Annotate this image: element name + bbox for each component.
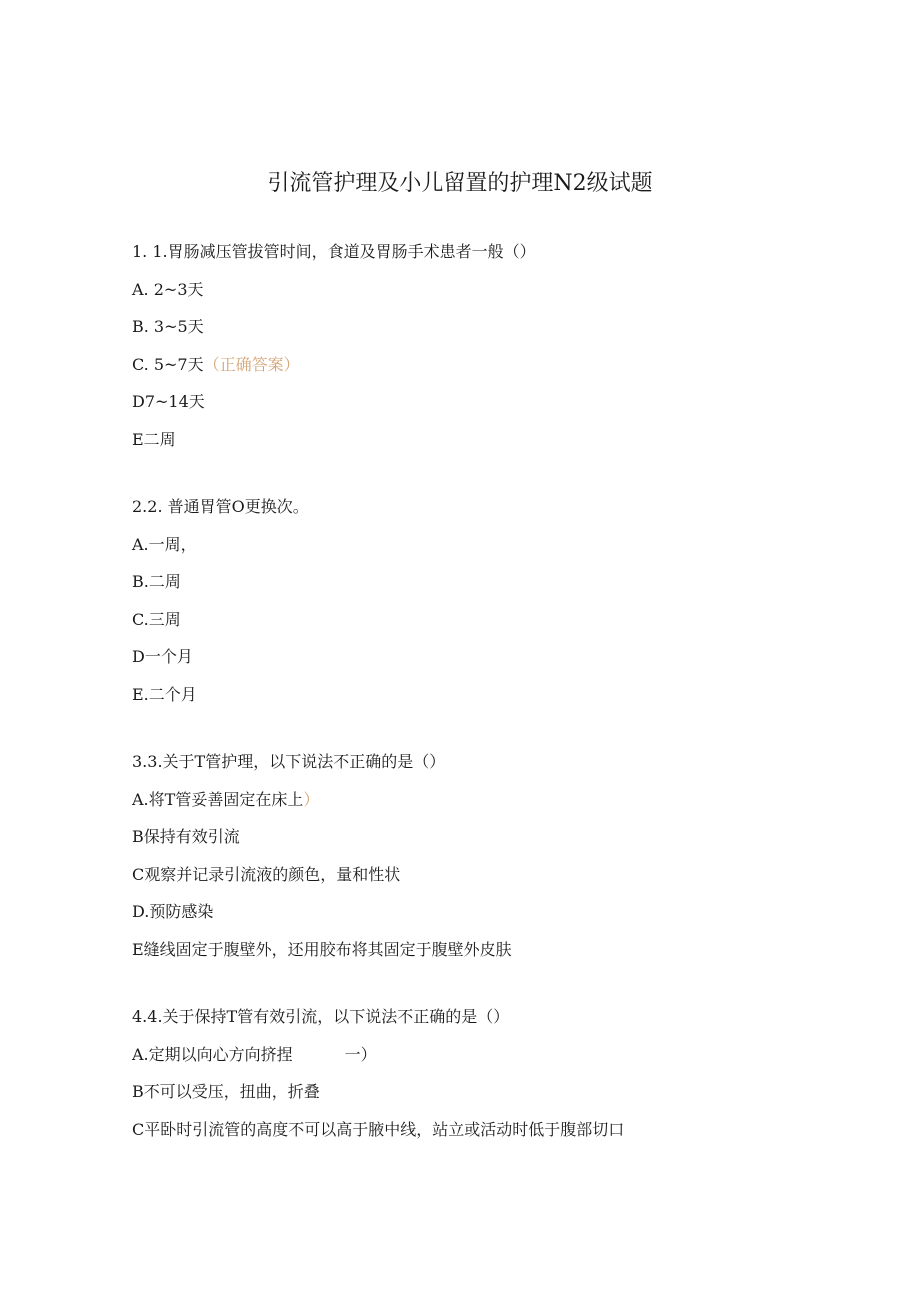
- option-a: A.定期以向心方向挤捏 一）: [132, 1044, 377, 1064]
- option-e: E缝线固定于腹壁外，还用胶布将其固定于腹壁外皮肤: [132, 939, 512, 959]
- option-tail: 一）: [344, 1044, 377, 1064]
- option-c: C观察并记录引流液的颜色，量和性状: [132, 864, 401, 884]
- question-2: [132, 493, 872, 718]
- question-list: [132, 238, 872, 1153]
- question-stem: 3.3.关于T管护理，以下说法不正确的是（）: [132, 752, 446, 771]
- option-d: D一个月: [132, 647, 193, 666]
- option-c: C.三周: [132, 609, 181, 629]
- page-title: 引流管护理及小儿留置的护理N2级试题: [267, 171, 653, 196]
- question-stem: 1. 1.胃肠减压管拔管时间，食道及胃肠手术患者一般（）: [132, 242, 536, 261]
- question-stem: 4.4.关于保持T管有效引流，以下说法不正确的是（）: [132, 1007, 510, 1026]
- option-d: D7~14天: [132, 392, 205, 411]
- option-a: A.将T管妥善固定在床上）: [132, 789, 320, 809]
- question-stem: 2.2. 普通胃管O更换次。: [132, 497, 309, 516]
- question-4: [132, 1003, 872, 1153]
- option-b: B. 3~5天: [132, 317, 204, 336]
- correct-answer-mark: ）: [303, 789, 320, 809]
- option-c: C. 5~7天（正确答案）: [132, 354, 300, 374]
- option-b: B.二周: [132, 572, 181, 591]
- option-a: A. 2~3天: [132, 279, 204, 299]
- option-e: E二周: [132, 429, 176, 449]
- option-a: A.一周，: [132, 534, 197, 554]
- option-d: D.预防感染: [132, 902, 214, 921]
- question-3: [132, 748, 872, 973]
- option-b: B保持有效引流: [132, 827, 240, 846]
- question-1: [132, 238, 872, 463]
- option-e: E.二个月: [132, 684, 197, 704]
- correct-answer-mark: （正确答案）: [203, 354, 300, 374]
- option-c: C平卧时引流管的高度不可以高于腋中线，站立或活动时低于腹部切口: [132, 1119, 625, 1139]
- option-b: B不可以受压，扭曲，折叠: [132, 1082, 320, 1101]
